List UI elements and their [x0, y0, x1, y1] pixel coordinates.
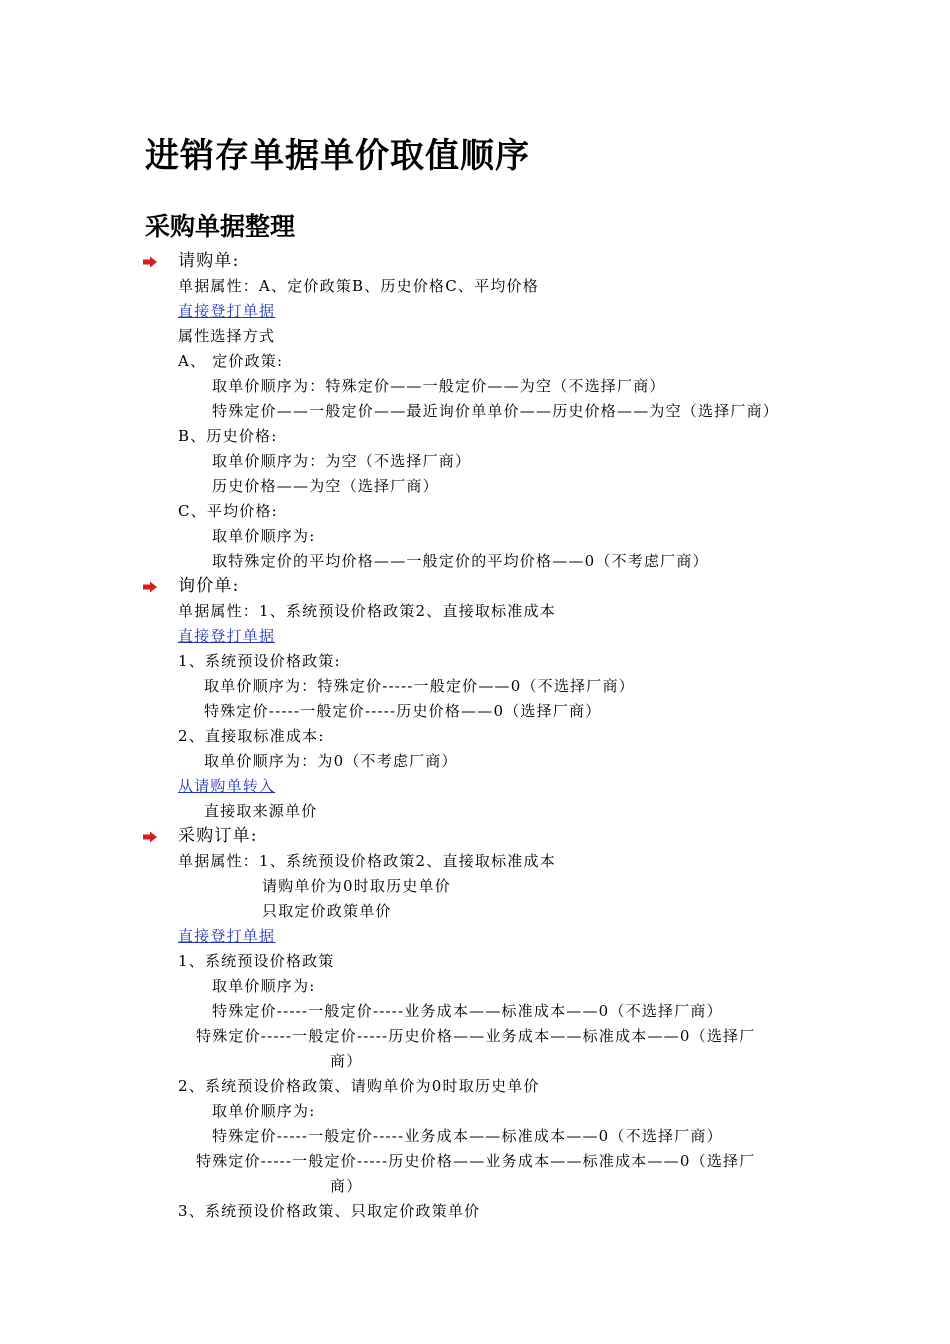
- text-line: [0, 449, 950, 474]
- line-text: 取单价顺序为:: [212, 977, 316, 995]
- heading-text: 采购订单:: [178, 826, 258, 846]
- line-text: 2、直接取标准成本:: [178, 727, 325, 745]
- line-text: 特殊定价——一般定价——最近询价单单价——历史价格——为空（选择厂商）: [212, 402, 780, 420]
- section-heading: [0, 824, 950, 849]
- text-line: [0, 349, 950, 374]
- text-line: [0, 874, 950, 899]
- line-text: 直接取来源单价: [204, 802, 318, 820]
- line-text: 特殊定价-----一般定价-----历史价格——0（选择厂商）: [204, 702, 602, 720]
- section-title: 采购单据整理: [145, 212, 296, 241]
- line-text: 商）: [330, 1177, 363, 1195]
- text-line: [0, 599, 950, 624]
- text-line: [0, 1099, 950, 1124]
- line-text: 取单价顺序为:: [212, 527, 316, 545]
- document-link[interactable]: 直接登打单据: [178, 302, 276, 320]
- text-line: [0, 674, 950, 699]
- arrow-right-icon: [142, 256, 158, 268]
- page-title: 进销存单据单价取值顺序: [145, 136, 530, 176]
- line-text: 特殊定价-----一般定价-----业务成本——标准成本——0（不选择厂商）: [212, 1127, 723, 1145]
- section-heading: [0, 574, 950, 599]
- line-text: A、 定价政策:: [178, 352, 284, 370]
- line-text: 1、系统预设价格政策:: [178, 652, 341, 670]
- text-line: [0, 1074, 950, 1099]
- text-line: [0, 974, 950, 999]
- line-text: 1、系统预设价格政策: [178, 952, 335, 970]
- text-line: [0, 499, 950, 524]
- text-line: [0, 649, 950, 674]
- text-line: [0, 399, 950, 424]
- document-link[interactable]: 从请购单转入: [178, 777, 276, 795]
- heading-text: 请购单:: [178, 251, 240, 271]
- line-text: 单据属性：A、定价政策B、历史价格C、平均价格: [178, 277, 539, 295]
- text-line: [0, 849, 950, 874]
- text-line: [0, 524, 950, 549]
- text-line: [0, 1149, 950, 1174]
- line-text: 单据属性：1、系统预设价格政策2、直接取标准成本: [178, 602, 556, 620]
- line-text: 取单价顺序为：为0（不考虑厂商）: [204, 752, 458, 770]
- text-line: [0, 899, 950, 924]
- line-text: 取单价顺序为：特殊定价-----一般定价——0（不选择厂商）: [204, 677, 635, 695]
- text-line: [0, 374, 950, 399]
- arrow-right-icon: [142, 831, 158, 843]
- line-text: 3、系统预设价格政策、只取定价政策单价: [178, 1202, 481, 1220]
- line-text: C、平均价格:: [178, 502, 278, 520]
- link-row: [0, 774, 950, 799]
- line-text: 取单价顺序为：特殊定价——一般定价——为空（不选择厂商）: [212, 377, 666, 395]
- document-body: [0, 249, 950, 1224]
- line-text: 特殊定价-----一般定价-----历史价格——业务成本——标准成本——0（选择厂: [196, 1152, 756, 1170]
- line-text: 单据属性：1、系统预设价格政策2、直接取标准成本: [178, 852, 556, 870]
- document-link[interactable]: 直接登打单据: [178, 927, 276, 945]
- link-row: [0, 299, 950, 324]
- line-text: 特殊定价-----一般定价-----历史价格——业务成本——标准成本——0（选择厂: [196, 1027, 756, 1045]
- line-text: 属性选择方式: [178, 327, 276, 345]
- text-line: [0, 324, 950, 349]
- text-line: [0, 474, 950, 499]
- text-line: [0, 949, 950, 974]
- link-row: [0, 924, 950, 949]
- text-line: [0, 424, 950, 449]
- text-line: [0, 749, 950, 774]
- line-text: 2、系统预设价格政策、请购单价为0时取历史单价: [178, 1077, 540, 1095]
- text-line: [0, 1199, 950, 1224]
- line-text: 取单价顺序为：为空（不选择厂商）: [212, 452, 472, 470]
- text-line: [0, 1174, 950, 1199]
- line-text: 历史价格——为空（选择厂商）: [212, 477, 439, 495]
- text-line: [0, 1124, 950, 1149]
- document-link[interactable]: 直接登打单据: [178, 627, 276, 645]
- text-line: [0, 549, 950, 574]
- heading-text: 询价单:: [178, 576, 240, 596]
- section-heading: [0, 249, 950, 274]
- line-text: 取特殊定价的平均价格——一般定价的平均价格——0（不考虑厂商）: [212, 552, 709, 570]
- text-line: [0, 724, 950, 749]
- text-line: [0, 999, 950, 1024]
- text-line: [0, 1024, 950, 1049]
- text-line: [0, 274, 950, 299]
- text-line: [0, 799, 950, 824]
- link-row: [0, 624, 950, 649]
- line-text: 只取定价政策单价: [262, 902, 392, 920]
- text-line: [0, 1049, 950, 1074]
- line-text: 请购单价为0时取历史单价: [262, 877, 451, 895]
- line-text: 特殊定价-----一般定价-----业务成本——标准成本——0（不选择厂商）: [212, 1002, 723, 1020]
- line-text: B、历史价格:: [178, 427, 278, 445]
- line-text: 商）: [330, 1052, 363, 1070]
- line-text: 取单价顺序为:: [212, 1102, 316, 1120]
- text-line: [0, 699, 950, 724]
- arrow-right-icon: [142, 581, 158, 593]
